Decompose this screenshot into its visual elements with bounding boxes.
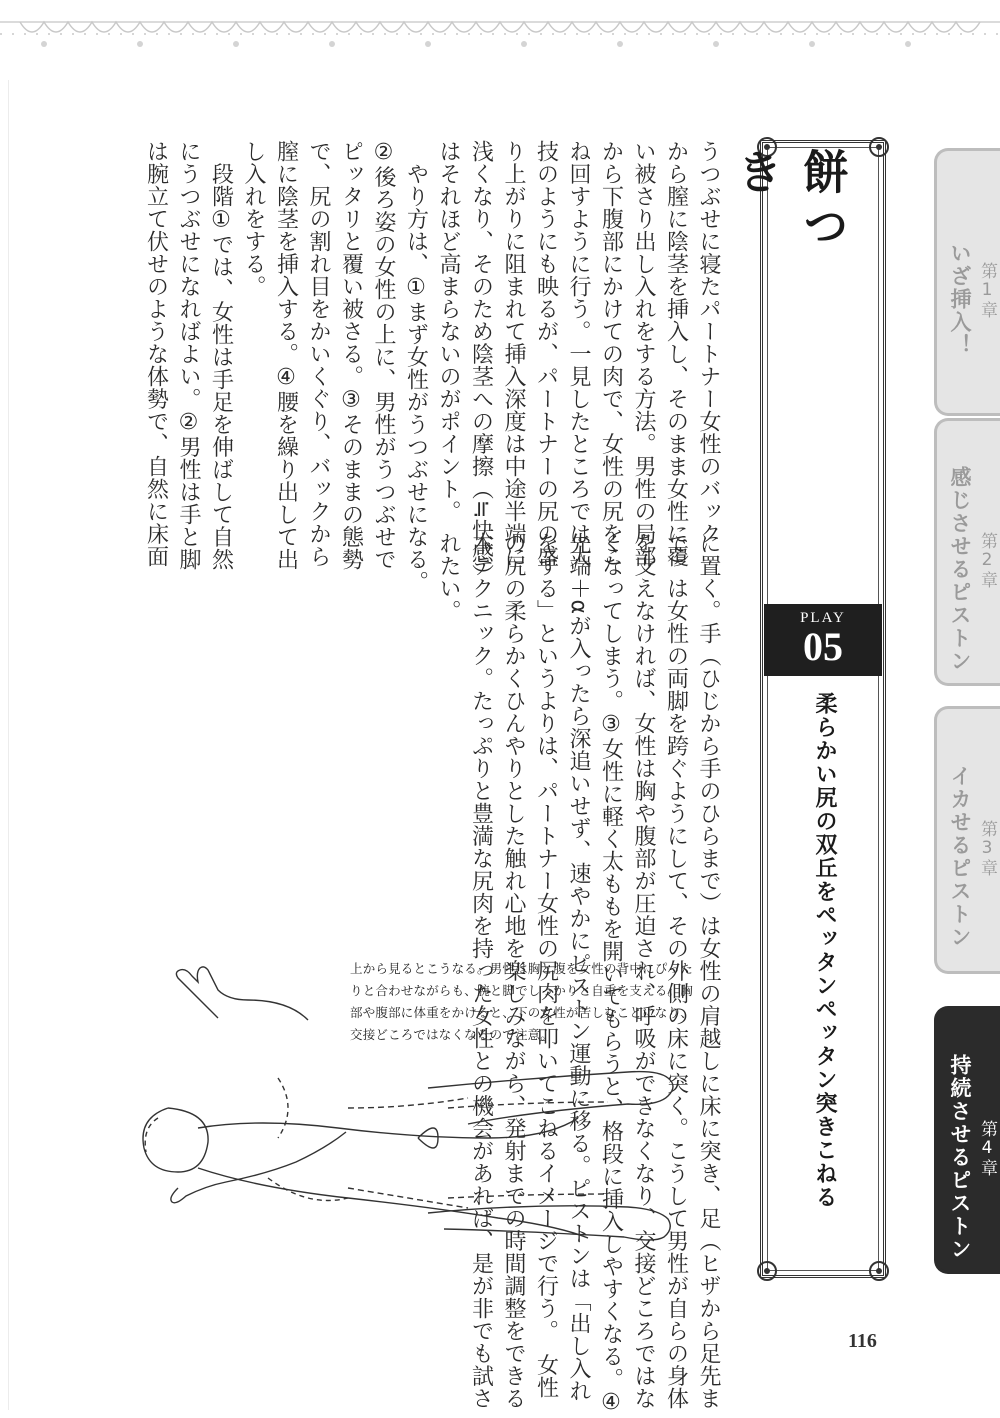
chapter-tab-2[interactable]	[934, 418, 1000, 686]
corner-ornament	[861, 129, 897, 165]
chapter-tab-4[interactable]	[934, 1006, 1000, 1274]
body-line: なる。④先端＋αが入ったら深追いせず、	[566, 532, 624, 1416]
body-line: から下腹部にかけての肉で、女性の尻をこ	[598, 140, 624, 568]
body-line: 技のようにも映るが、パートナーの尻の盛	[533, 140, 559, 568]
page-title: 餅つき	[730, 148, 850, 256]
body-line: 非でも試されたい。	[436, 532, 494, 1410]
body-line: ②後ろ姿の女性の上に、男性がうつぶせで	[371, 140, 396, 571]
tab-title: 感じさせるピストン	[948, 465, 972, 673]
tab-number: 第3章	[977, 819, 997, 877]
decorative-top-border	[0, 0, 1000, 70]
corner-ornament	[861, 1253, 897, 1289]
body-text-upper	[112, 140, 724, 593]
chapter-tab-1[interactable]	[934, 148, 1000, 416]
body-line: り上がりに阻まれて挿入深度は中途半端に	[501, 140, 526, 568]
body-line: 「出し入れをする」というよりは、パート	[533, 532, 591, 1403]
tab-title: 持続させるピストン	[948, 1053, 972, 1261]
body-line: し入れをする。	[241, 140, 266, 298]
body-line: にうつぶせになればよい。②男性は手と脚	[176, 140, 201, 571]
tab-number: 第4章	[977, 1119, 997, 1177]
body-line: 膣に陰茎を挿入する。④腰を繰り出して出	[273, 140, 299, 571]
tab-number: 第2章	[977, 531, 997, 589]
chapter-tab-3[interactable]	[934, 706, 1000, 974]
play-badge	[764, 604, 882, 676]
body-line: に置く。手（ひじから手のひらまで）は女	[696, 532, 721, 960]
figure-caption: 上から見るとこうなる。男性は胸と腹を女性の背中にぴったりと合わせながらも、腕と脚でしっかりと自重を支える。胸部や腹部に体重をかけると、下の女性が苦しむことになり、交接どころではなくなるので注意。	[350, 961, 693, 1042]
body-line: もを開いてもらうと、格段に挿入しやすく	[598, 895, 624, 1323]
body-line: をできる本テクニック。たっぷりと豊満な	[468, 532, 526, 1410]
corner-ornament	[749, 1253, 785, 1289]
body-line: ではなくなってしまう。③女性に軽く太も	[598, 532, 656, 1410]
tab-number: 第1章	[977, 261, 997, 319]
tab-title: イカせるピストン	[948, 765, 972, 949]
body-line: で、尻の割れ目をかいくぐり、バックから	[306, 140, 331, 568]
page-number: 116	[848, 1330, 877, 1352]
body-line: うつぶせに寝たパートナー女性のバック	[696, 140, 721, 545]
body-line: 速やかにピストン運動に移る。ピストンは	[566, 862, 591, 1290]
body-line: 行う。	[533, 1274, 559, 1331]
body-line: ね回すように行う。一見したところでは大	[566, 140, 591, 568]
body-line: は腕立て伏せのような体勢で、自然に床面	[143, 140, 169, 568]
play-number: 05	[803, 624, 843, 669]
play-subtitle: 柔らかい尻の双丘をペッタンペッタン突きこねる	[812, 692, 837, 1209]
body-line: 身体を支えなければ、女性は胸や腹部が圧	[631, 532, 689, 1410]
body-line: 浅くなり、そのため陰茎への摩擦（≒快感）	[468, 140, 494, 587]
body-line: 迫され、呼吸ができなくなり、交接どころ	[631, 914, 656, 1342]
tab-title: いざ挿入！	[948, 241, 972, 357]
play-label: PLAY	[800, 610, 846, 626]
body-line: から膣に陰茎を挿入し、そのまま女性に覆	[663, 140, 689, 568]
body-line: ピッタリと覆い被さる。③そのままの態勢	[338, 140, 364, 571]
body-line: やり方は、①まず女性がうつぶせになる。	[403, 140, 429, 593]
body-line: い被さり出し入れをする方法。男性の局部	[631, 140, 656, 568]
body-line: の外側の床に突く。こうして男性が自らの	[663, 937, 689, 1365]
body-line: はそれほど高まらないのがポイント。	[436, 140, 461, 523]
body-line: 心地を楽しみながら、発射までの時間調整	[501, 892, 526, 1320]
body-line: ナー女性の尻肉を叩いてこねるイメージで	[533, 847, 559, 1275]
left-margin-rule	[8, 80, 9, 1410]
body-line: まで）は女性の両脚を跨ぐようにして、そ	[663, 532, 721, 1410]
body-line: 女性の尻の柔らかくひんやりとした触れ	[501, 532, 559, 1399]
body-line: 段階①では、女性は手足を伸ばして自然	[208, 140, 234, 571]
body-line: 性の肩越しに床に突き、足（ヒザから足先	[696, 959, 721, 1387]
body-line: 尻肉を持った女性との機会があれば、是が	[468, 869, 494, 1297]
